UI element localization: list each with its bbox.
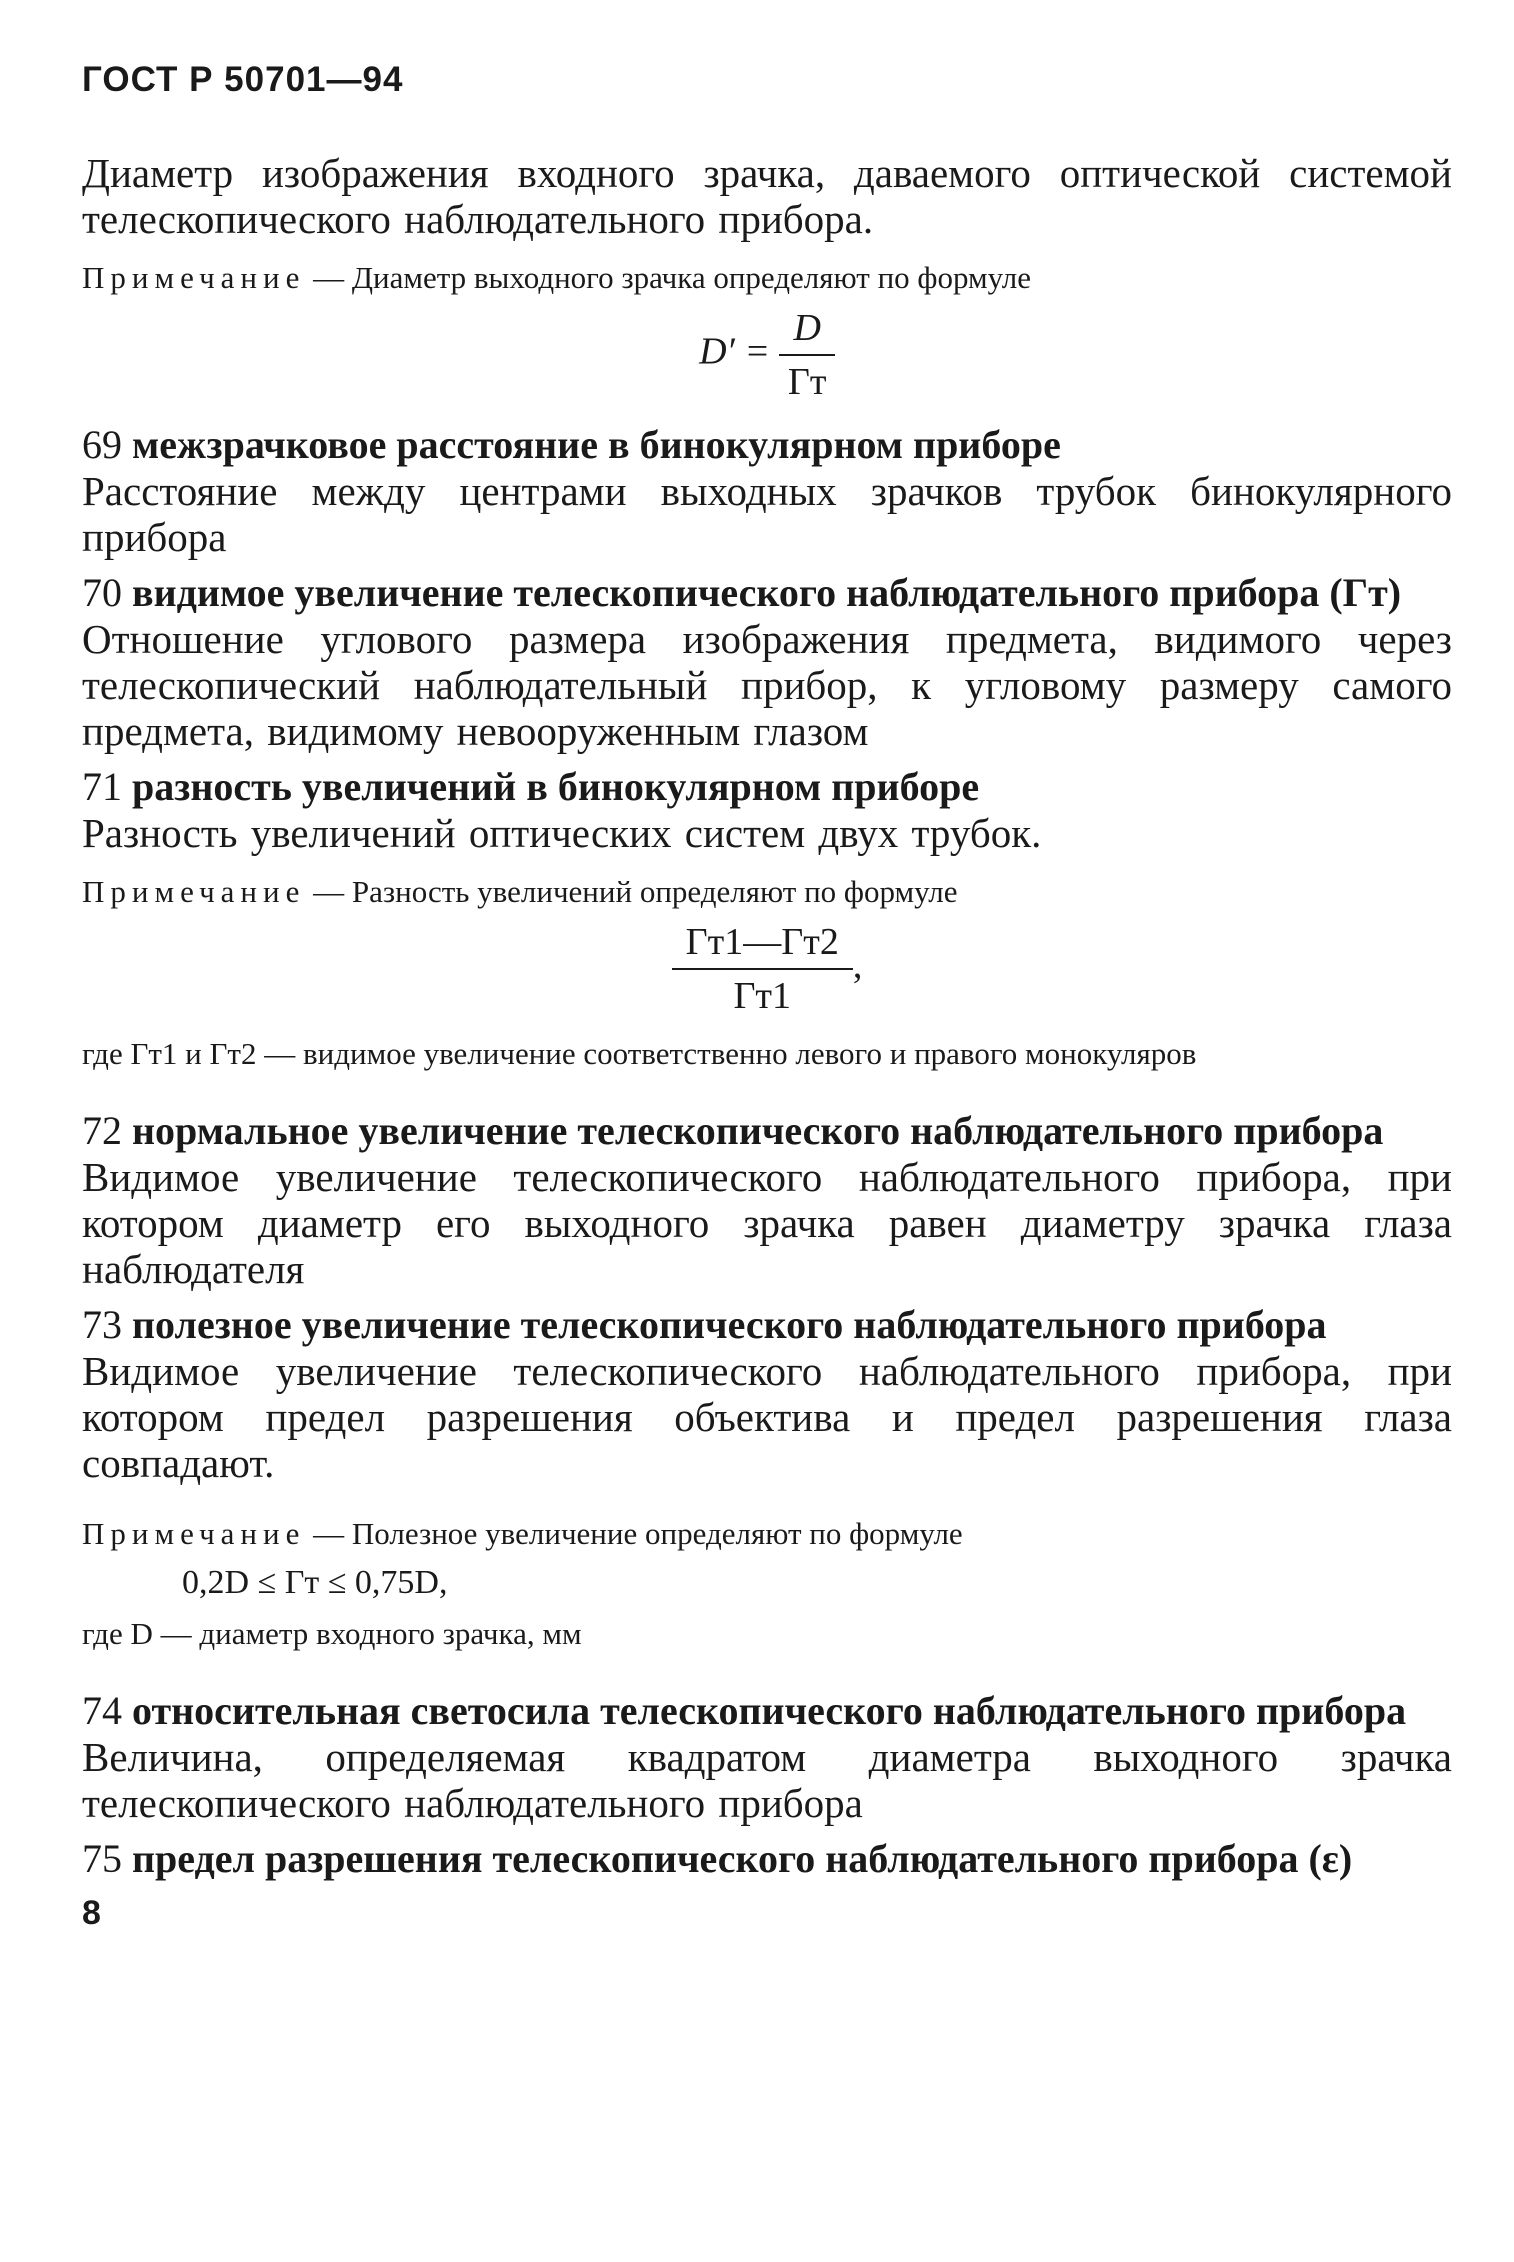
note-label: Примечание	[82, 260, 306, 295]
formula-useful-magnification: 0,2D ≤ Гт ≤ 0,75D,	[182, 1564, 448, 1601]
note-2-where: где Гт1 и Гт2 — видимое увеличение соответственно левого и правого монокуляров	[82, 1036, 1197, 1071]
term-text: разность увеличений в бинокулярном приборе	[132, 764, 980, 809]
formula-lhs: D′ =	[699, 330, 770, 373]
note-3-where: где D — диаметр входного зрачка, мм	[82, 1616, 582, 1651]
note-3	[82, 1516, 1452, 1552]
term-69-definition: Расстояние между центрами выходных зрачков трубок бинокулярного прибора	[82, 468, 1452, 560]
formula-magnification-difference	[82, 920, 1452, 1018]
term-75-title	[82, 1836, 1452, 1882]
formula-fraction	[779, 306, 834, 404]
term-number: 69	[82, 422, 122, 467]
formula-fraction	[672, 920, 853, 1018]
term-70-title	[82, 570, 1452, 616]
term-text: полезное увеличение телескопического наблюдательного прибора	[132, 1302, 1327, 1347]
formula-denominator: Гт1	[733, 975, 792, 1017]
term-number: 71	[82, 764, 122, 809]
note-text: — Полезное увеличение определяют по формуле	[305, 1516, 963, 1551]
term-69-title	[82, 422, 1452, 468]
term-text: относительная светосила телескопического наблюдательного прибора	[132, 1688, 1407, 1733]
term-number: 72	[82, 1108, 122, 1153]
term-73-definition: Видимое увеличение телескопического наблюдательного прибора, при котором предел разрешения объектива и предел разрешения глаза совпадают.	[82, 1348, 1452, 1486]
term-71-definition: Разность увеличений оптических систем двух трубок.	[82, 810, 1042, 856]
note-label: Примечание	[82, 874, 306, 909]
formula-denominator: Гт	[787, 361, 827, 403]
term-70-definition: Отношение углового размера изображения предмета, видимого через телескопический наблюдательный прибор, к угловому размеру самого предмета, видимому невооруженным глазом	[82, 616, 1452, 754]
term-number: 70	[82, 570, 122, 615]
term-73-title	[82, 1302, 1452, 1348]
term-number: 75	[82, 1836, 122, 1881]
term-71-title	[82, 764, 1452, 810]
page-number: 8	[82, 1894, 101, 1932]
note-2	[82, 874, 1452, 910]
term-text: видимое увеличение телескопического наблюдательного прибора (Гт)	[132, 570, 1402, 615]
note-label: Примечание	[82, 1516, 306, 1551]
note-text: — Разность увеличений определяют по формуле	[305, 874, 958, 909]
formula-exit-pupil	[82, 306, 1452, 404]
term-72-definition: Видимое увеличение телескопического наблюдательного прибора, при котором диаметр его выходного зрачка равен диаметру зрачка глаза наблюдателя	[82, 1154, 1452, 1292]
term-74-definition: Величина, определяемая квадратом диаметра выходного зрачка телескопического наблюдательного прибора	[82, 1734, 1452, 1826]
term-text: предел разрешения телескопического наблюдательного прибора (ε)	[132, 1836, 1353, 1881]
term-72-title	[82, 1108, 1452, 1154]
term-text: межзрачковое расстояние в бинокулярном приборе	[132, 422, 1061, 467]
formula-numerator: Гт1—Гт2	[672, 920, 853, 970]
note-text: — Диаметр выходного зрачка определяют по формуле	[305, 260, 1032, 295]
term-number: 74	[82, 1688, 122, 1733]
term-74-title	[82, 1688, 1452, 1734]
intro-definition: Диаметр изображения входного зрачка, даваемого оптической системой телескопического наблюдательного прибора.	[82, 150, 1452, 242]
term-text: нормальное увеличение телескопического наблюдательного прибора	[132, 1108, 1384, 1153]
document-header: ГОСТ Р 50701—94	[82, 60, 404, 99]
note-1	[82, 260, 1452, 296]
formula-numerator: D	[779, 306, 834, 356]
term-number: 73	[82, 1302, 122, 1347]
formula-comma: ,	[852, 944, 863, 987]
document-page	[82, 60, 1452, 1933]
